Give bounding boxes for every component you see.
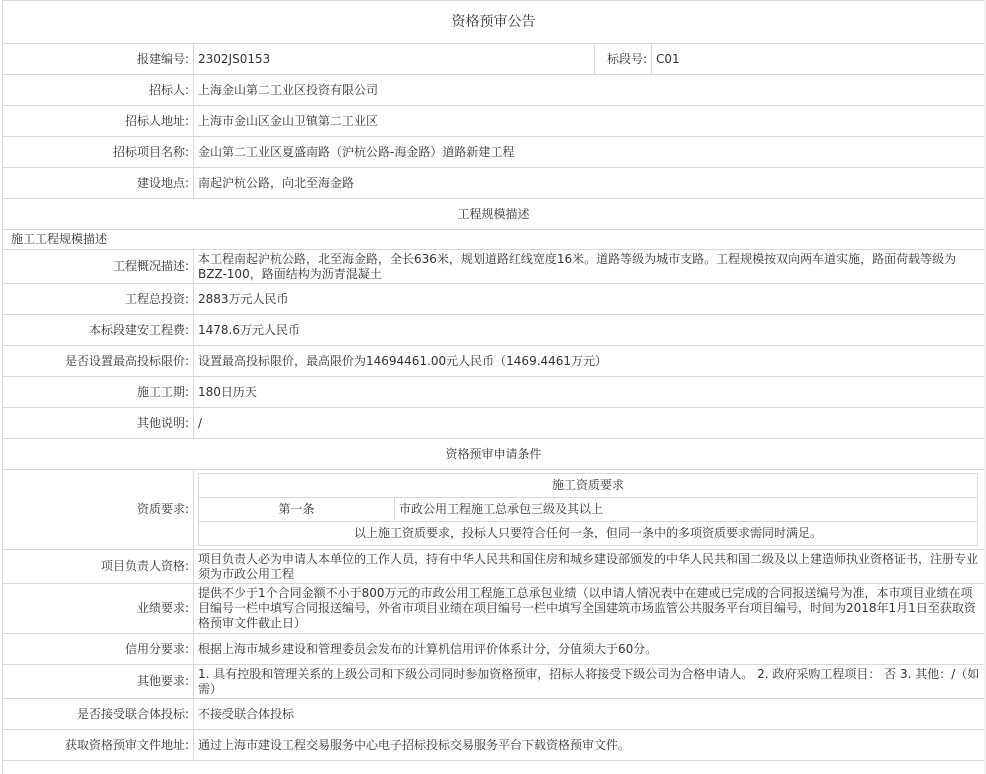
overview-value: 本工程南起沪杭公路，北至海金路，全长636米，规划道路红线宽度16米。道路等级为城市支路。工程规模按双向两车道实施，路面荷载等级为BZZ-100，路面结构为沥青混凝土 <box>194 250 985 284</box>
qualification-cell <box>194 470 985 550</box>
project-no-value: 2302JS0153 <box>194 44 595 75</box>
credit-value: 根据上海市城乡建设和管理委员会发布的计算机信用评价体系计分，分值须大于60分。 <box>194 634 985 665</box>
conditions-section-title: 资格预审申请条件 <box>3 439 985 470</box>
section-no-value: C01 <box>652 44 985 75</box>
performance-value: 提供不少于1个合同金额不小于800万元的市政公用工程施工总承包业绩（以申请人情况表中在建或已完成的合同报送编号为准，本市项目业绩在项目编号一栏中填写合同报送编号，外省市项目业绩在项目编号一栏中填写全国建筑市场监管公共服务平台项目编号，时间为2018年1月1日至获取资格预审文件截止日） <box>194 584 985 634</box>
other-requirements-value: 1. 具有控股和管理关系的上级公司和下级公司同时参加资格预审，招标人将接受下级公司为合格申请人。 2. 政府采购工程项目： 否 3. 其他：/（如需） <box>194 665 985 699</box>
section-cost-label: 本标段建安工程费: <box>3 315 194 346</box>
pm-qualification-label: 项目负责人资格: <box>3 550 194 584</box>
doc-address-value: 通过上海市建设工程交易服务中心电子招标投标交易服务平台下载资格预审文件。 <box>194 730 985 761</box>
total-invest-label: 工程总投资: <box>3 284 194 315</box>
total-invest-value: 2883万元人民币 <box>194 284 985 315</box>
scale-subtitle: 施工工程规模描述 <box>3 230 985 250</box>
qualification-row-label: 第一条 <box>199 498 395 522</box>
announcement-table <box>2 0 985 774</box>
qualification-label: 资质要求: <box>3 470 194 550</box>
section-cost-value: 1478.6万元人民币 <box>194 315 985 346</box>
project-no-label: 报建编号: <box>3 44 194 75</box>
project-name-value: 金山第二工业区夏盛南路（沪杭公路-海金路）道路新建工程 <box>194 137 985 168</box>
tenderer-address-label: 招标人地址: <box>3 106 194 137</box>
qualification-table-header: 施工资质要求 <box>199 474 978 498</box>
period-label: 施工工期: <box>3 377 194 408</box>
ceiling-price-label: 是否设置最高投标限价: <box>3 346 194 377</box>
section-no-label: 标段号: <box>595 44 652 75</box>
qualification-note: 以上施工资质要求，投标人只要符合任何一条，但同一条中的多项资质要求需同时满足。 <box>199 522 978 546</box>
project-name-label: 招标项目名称: <box>3 137 194 168</box>
tenderer-address-value: 上海市金山区金山卫镇第二工业区 <box>194 106 985 137</box>
overview-label: 工程概况描述: <box>3 250 194 284</box>
tenderer-value: 上海金山第二工业区投资有限公司 <box>194 75 985 106</box>
table-continuation <box>3 761 985 774</box>
tenderer-label: 招标人: <box>3 75 194 106</box>
qualification-table <box>198 473 978 546</box>
qualification-row-value: 市政公用工程施工总承包三级及其以上 <box>395 498 978 522</box>
consortium-label: 是否接受联合体投标: <box>3 699 194 730</box>
period-value: 180日历天 <box>194 377 985 408</box>
site-label: 建设地点: <box>3 168 194 199</box>
pm-qualification-value: 项目负责人必为申请人本单位的工作人员，持有中华人民共和国住房和城乡建设部颁发的中华人民共和国二级及以上建造师执业资格证书，注册专业须为市政公用工程 <box>194 550 985 584</box>
performance-label: 业绩要求: <box>3 584 194 634</box>
credit-label: 信用分要求: <box>3 634 194 665</box>
consortium-value: 不接受联合体投标 <box>194 699 985 730</box>
other-note-value: / <box>194 408 985 439</box>
ceiling-price-value: 设置最高投标限价，最高限价为14694461.00元人民币（1469.4461万元） <box>194 346 985 377</box>
scale-section-title: 工程规模描述 <box>3 199 985 230</box>
page-title: 资格预审公告 <box>3 1 985 44</box>
other-note-label: 其他说明: <box>3 408 194 439</box>
doc-address-label: 获取资格预审文件地址: <box>3 730 194 761</box>
site-value: 南起沪杭公路，向北至海金路 <box>194 168 985 199</box>
other-requirements-label: 其他要求: <box>3 665 194 699</box>
